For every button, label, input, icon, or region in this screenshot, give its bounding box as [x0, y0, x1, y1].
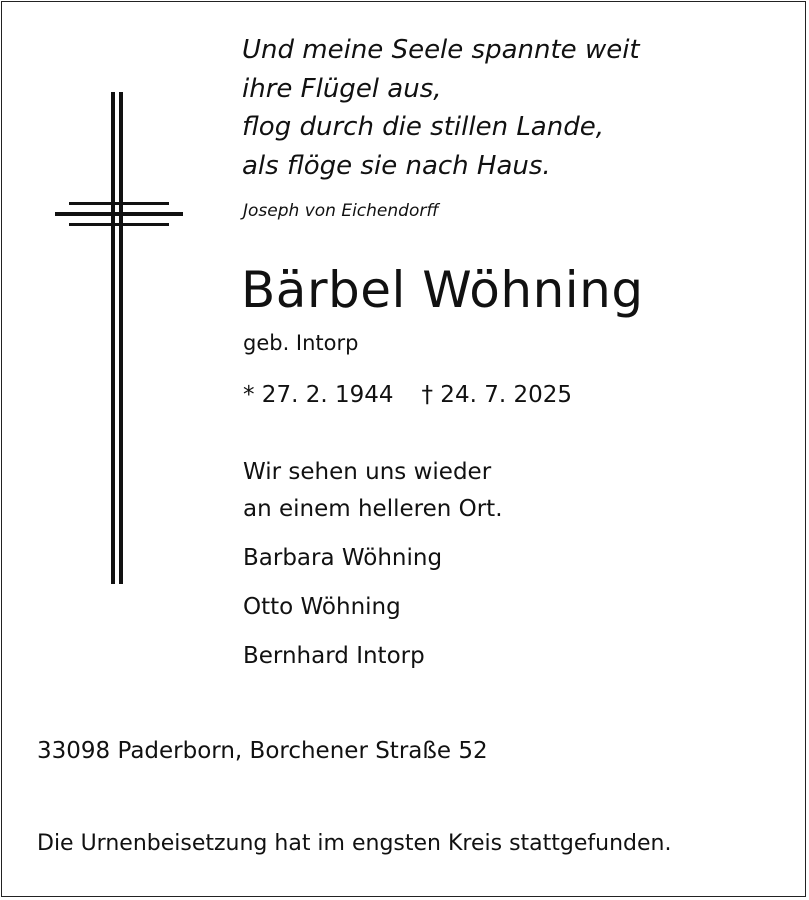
farewell-line: Wir sehen uns wieder — [243, 459, 492, 485]
farewell-line: an einem helleren Ort. — [243, 496, 503, 522]
burial-note: Die Urnenbeisetzung hat im engsten Kreis stattgefunden. — [37, 831, 672, 856]
cross-icon — [55, 92, 183, 584]
mourner-name: Bernhard Intorp — [243, 643, 425, 669]
mourner-name: Barbara Wöhning — [243, 545, 443, 571]
deceased-name: Bärbel Wöhning — [241, 261, 644, 319]
poem-line: Und meine Seele spannte weit — [242, 35, 640, 65]
poem — [242, 31, 640, 185]
address: 33098 Paderborn, Borchener Straße 52 — [37, 738, 488, 764]
poem-line: flog durch die stillen Lande, — [242, 112, 604, 142]
farewell-quote — [243, 454, 503, 528]
death-date: † 24. 7. 2025 — [421, 382, 572, 408]
maiden-name: geb. Intorp — [243, 331, 359, 355]
poem-author: Joseph von Eichendorff — [243, 201, 439, 221]
poem-line: ihre Flügel aus, — [242, 73, 442, 104]
mourner-name: Otto Wöhning — [243, 594, 401, 620]
life-dates — [243, 382, 572, 408]
birth-date: * 27. 2. 1944 — [243, 382, 394, 408]
poem-line: als flöge sie nach Haus. — [242, 150, 551, 181]
